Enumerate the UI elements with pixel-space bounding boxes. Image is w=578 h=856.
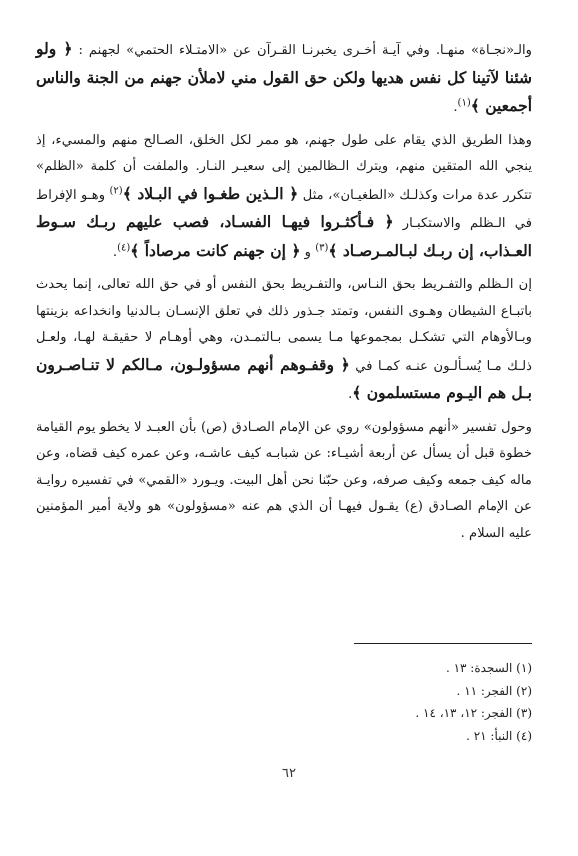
- paragraph-2: [36, 128, 532, 267]
- footnote-separator: [354, 643, 532, 644]
- quran-verse: ﴿ وقفـوهم أنهم مسؤولـون، مـالكم لا تنـاصـرون بـل هم اليـوم مستسلمون ﴾: [36, 354, 532, 402]
- paragraph-2-text-b: وهـو الإفراط في الـظلم والاستكبـار: [36, 187, 532, 231]
- footnote-item: (٢) الفجر: ١١ .: [456, 683, 532, 698]
- paragraph-4-text: وحول تفسير «أنهم مسؤولون» روي عن الإمام الصـادق (ص) بأن العبـد لا يخطو يوم القيامة خطوة قبل أن يسأل عن أربعة أشيـاء: عن شبابـه كيف عاشـه، وعن عمره كيف قضاه، وعن ماله كيف جمعه وكيف صرفه، وعن حبّنا نحن أهل البيت. ويـورد «القمي» في تفسيره روايـة عن الإمام الصـادق (ع) يقـول فيهـا أن الذي هم عنه «مسؤولون» هو ولاية أمير المؤمنين عليه السلام .: [36, 419, 532, 541]
- paragraph-1-intro: والـ«نجـاة» منهـا. وفي آيـة أخـرى يخبرنـا القـرآن عن «الامتـلاء الحتمي» لجهنم :: [78, 43, 532, 58]
- paragraph-3: [36, 272, 532, 409]
- page-number: ٦٢: [282, 766, 296, 781]
- footnote-ref: (١): [457, 97, 471, 109]
- quran-verse: ﴿ ولو شئنا لآتينا كل نفس هديها ولكن حق القول مني لاملأن جهنم من الجنة والناس أجمعين ﴾: [36, 39, 532, 115]
- paragraph-end: .: [112, 244, 118, 260]
- footnote-item: (٣) الفجر: ١٢، ١٣، ١٤ .: [415, 706, 532, 720]
- paragraph-3-text: إن الـظلم والتفـريط بحق النـاس، والتفـريط بحق النفس أو في حق الله تعالى، إنما يحدث باتبـاع الشيطان وهـوى النفس، وتمتد جـذور ذلك في تعلق الإنسـان بـالدنيا وانخداعه بزينتها وبـالأوهام التي تشكـل بمجموعها مـا يسمى بـالتمـدن، وهي أوهـام لا حقيقـة لهـا، ولعـل ذلـك مـا يُسـألـون عنـه كمـا في: [36, 277, 532, 374]
- paragraph-4: [36, 415, 532, 548]
- quran-verse: ﴿ إن جهنم كانت مرصاداً ﴾: [130, 240, 301, 260]
- paragraph-end: .: [453, 100, 458, 115]
- footnote-ref: (٣): [315, 242, 329, 254]
- footnote-ref: (٤): [117, 242, 131, 254]
- quran-verse: ﴿ الـذين طغـوا في البـلاد ﴾: [122, 183, 299, 203]
- paragraph-2-text-a: وهذا الطريق الذي يقام على طول جهنم، هو ممر لكل الخلق، الصـالح منهم والمسيء، إذ ينجي الله المتقين منهم، ويترك الـظالمين إلى سعيـر النـار. والملفت أن كلمة «الظلم» تتكرر عدة مرات وكذلـك «الطغيـان»، مثل: [36, 132, 532, 203]
- footnote-item: (١) السجدة: ١٣ .: [445, 661, 532, 675]
- paragraph-1: [36, 36, 532, 122]
- footnote-item: (٤) النبأ: ٢١ .: [466, 728, 532, 743]
- paragraph-2-text-c: و: [304, 244, 311, 260]
- footnote-ref: (٢): [109, 185, 123, 197]
- footnotes: [292, 657, 532, 747]
- paragraph-end: .: [348, 387, 353, 402]
- quran-verse: ﴿ فـأكثـروا فيهـا الفسـاد، فصب عليهم ربـك سـوط العـذاب، إن ربـك لبـالمـرصـاد ﴾: [36, 212, 532, 260]
